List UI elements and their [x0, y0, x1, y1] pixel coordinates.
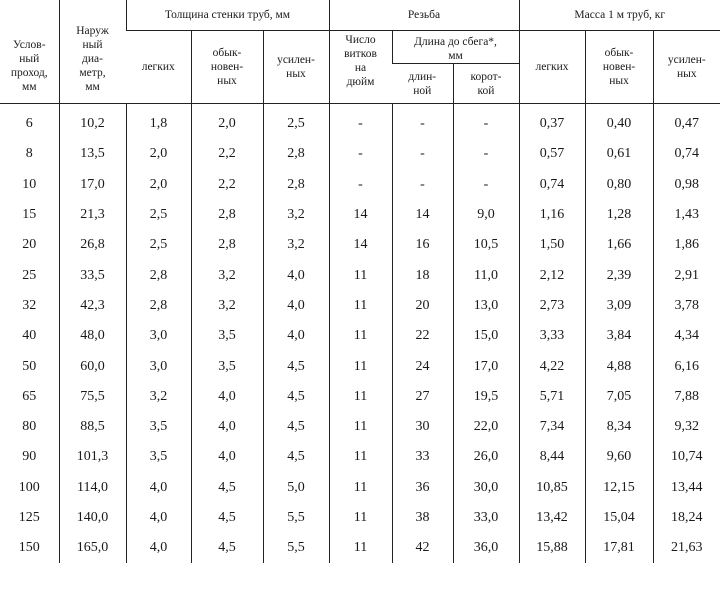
cell-nominal-bore: 50: [22, 358, 37, 374]
cell-thread-turns: -: [329, 104, 392, 140]
cell-wall-ordinary: 4,5: [191, 473, 263, 503]
cell-wall-light: 4,0: [126, 473, 191, 503]
cell-wall-ordinary: 4,0: [191, 442, 263, 472]
cell-mass-light: 4,22: [519, 351, 585, 381]
cell-wall-reinforced: 4,0: [263, 291, 329, 321]
cell-mass-ordinary: 1,66: [585, 230, 653, 260]
cell-wall-ordinary: 3,2: [191, 260, 263, 290]
cell-nominal-bore: 100: [18, 479, 40, 495]
cell-wall-ordinary: 2,2: [191, 170, 263, 200]
cell-wall-reinforced: 4,5: [263, 382, 329, 412]
cell-wall-reinforced: 4,0: [263, 260, 329, 290]
cell-outer-diameter: 75,5: [59, 382, 126, 412]
cell-thread-turns: 11: [329, 503, 392, 533]
cell-mass-light: 13,42: [519, 503, 585, 533]
header-mass-reinforced: усилен- ных: [653, 31, 720, 104]
cell-thread-short: 33,0: [453, 503, 519, 533]
cell-thread-turns: 11: [329, 382, 392, 412]
cell-outer-diameter: 140,0: [59, 503, 126, 533]
cell-thread-short: 17,0: [453, 351, 519, 381]
table-row: [0, 503, 720, 533]
cell-thread-turns: 11: [329, 442, 392, 472]
cell-outer-diameter: 13,5: [59, 139, 126, 169]
cell-outer-diameter: 114,0: [59, 473, 126, 503]
cell-mass-ordinary: 0,80: [585, 170, 653, 200]
cell-thread-short: -: [453, 104, 519, 140]
cell-nominal-bore: 25: [22, 267, 37, 283]
cell-wall-light: 3,2: [126, 382, 191, 412]
cell-thread-short: -: [453, 139, 519, 169]
cell-wall-reinforced: 2,8: [263, 139, 329, 169]
cell-wall-light: 2,0: [126, 170, 191, 200]
cell-mass-ordinary: 1,28: [585, 200, 653, 230]
cell-mass-ordinary: 9,60: [585, 442, 653, 472]
cell-mass-ordinary: 0,40: [585, 104, 653, 140]
cell-wall-reinforced: 3,2: [263, 230, 329, 260]
cell-thread-turns: 11: [329, 260, 392, 290]
cell-wall-light: 3,0: [126, 321, 191, 351]
table-row: [0, 473, 720, 503]
cell-thread-long: 33: [392, 442, 453, 472]
cell-thread-long: -: [392, 104, 453, 140]
cell-mass-reinforced: 18,24: [653, 503, 720, 533]
cell-nominal-bore: 150: [18, 540, 40, 556]
cell-mass-light: 1,16: [519, 200, 585, 230]
cell-thread-long: 24: [392, 351, 453, 381]
header-mass-light: легких: [519, 31, 585, 104]
cell-nominal-bore: 15: [22, 207, 37, 223]
cell-thread-short: 9,0: [453, 200, 519, 230]
cell-mass-ordinary: 7,05: [585, 382, 653, 412]
cell-outer-diameter: 21,3: [59, 200, 126, 230]
cell-wall-reinforced: 3,2: [263, 200, 329, 230]
cell-outer-diameter: 17,0: [59, 170, 126, 200]
cell-mass-light: 2,73: [519, 291, 585, 321]
cell-mass-ordinary: 3,09: [585, 291, 653, 321]
cell-wall-reinforced: 4,5: [263, 351, 329, 381]
cell-outer-diameter: 165,0: [59, 533, 126, 563]
cell-mass-reinforced: 0,98: [653, 170, 720, 200]
table-row: [0, 533, 720, 563]
table-row: [0, 200, 720, 230]
cell-thread-long: -: [392, 170, 453, 200]
cell-thread-turns: 14: [329, 230, 392, 260]
table-header: [0, 0, 720, 104]
cell-mass-light: 7,34: [519, 412, 585, 442]
cell-wall-reinforced: 5,0: [263, 473, 329, 503]
cell-mass-ordinary: 12,15: [585, 473, 653, 503]
cell-nominal-bore: 65: [22, 388, 37, 404]
cell-outer-diameter: 10,2: [59, 104, 126, 140]
cell-mass-ordinary: 8,34: [585, 412, 653, 442]
header-outer-diameter: Наруж ный диа- метр, мм: [59, 0, 126, 104]
cell-mass-reinforced: 1,86: [653, 230, 720, 260]
cell-mass-reinforced: 0,47: [653, 104, 720, 140]
cell-mass-reinforced: 10,74: [653, 442, 720, 472]
cell-mass-reinforced: 6,16: [653, 351, 720, 381]
cell-nominal-bore: 125: [18, 510, 40, 525]
cell-mass-reinforced: 7,88: [653, 382, 720, 412]
cell-nominal-bore: 32: [22, 297, 37, 313]
header-thread-long: длин- ной: [392, 64, 453, 104]
cell-thread-turns: 11: [329, 321, 392, 351]
table-row: [0, 382, 720, 412]
cell-outer-diameter: 26,8: [59, 230, 126, 260]
header-wall-ordinary: обык- новен- ных: [191, 31, 263, 104]
cell-wall-reinforced: 5,5: [263, 503, 329, 533]
cell-mass-light: 15,88: [519, 533, 585, 563]
cell-wall-reinforced: 4,5: [263, 412, 329, 442]
cell-mass-light: 0,74: [519, 170, 585, 200]
cell-thread-long: 42: [392, 533, 453, 563]
cell-wall-ordinary: 2,0: [191, 104, 263, 140]
cell-thread-turns: 11: [329, 412, 392, 442]
cell-wall-ordinary: 2,8: [191, 230, 263, 260]
cell-mass-light: 1,50: [519, 230, 585, 260]
cell-wall-ordinary: 4,5: [191, 503, 263, 533]
table-row: [0, 139, 720, 169]
header-thread-turns: Число витков на дюйм: [329, 31, 392, 104]
cell-wall-light: 4,0: [126, 533, 191, 563]
cell-mass-reinforced: 4,34: [653, 321, 720, 351]
cell-wall-light: 2,8: [126, 291, 191, 321]
cell-outer-diameter: 88,5: [59, 412, 126, 442]
cell-mass-reinforced: 0,74: [653, 139, 720, 169]
cell-mass-reinforced: 3,78: [653, 291, 720, 321]
cell-outer-diameter: 48,0: [59, 321, 126, 351]
cell-outer-diameter: 101,3: [59, 442, 126, 472]
table-row: [0, 230, 720, 260]
cell-thread-short: 30,0: [453, 473, 519, 503]
cell-thread-long: 36: [392, 473, 453, 503]
cell-nominal-bore: 20: [22, 237, 37, 253]
cell-mass-reinforced: 1,43: [653, 200, 720, 230]
cell-thread-long: 22: [392, 321, 453, 351]
cell-thread-short: 19,5: [453, 382, 519, 412]
cell-wall-light: 4,0: [126, 503, 191, 533]
cell-mass-ordinary: 0,61: [585, 139, 653, 169]
cell-outer-diameter: 33,5: [59, 260, 126, 290]
cell-thread-turns: -: [329, 170, 392, 200]
cell-wall-ordinary: 4,0: [191, 412, 263, 442]
cell-wall-light: 2,5: [126, 200, 191, 230]
cell-thread-long: 14: [392, 200, 453, 230]
header-wall-reinforced: усилен- ных: [263, 31, 329, 104]
cell-mass-ordinary: 15,04: [585, 503, 653, 533]
header-thread-short: корот- кой: [453, 64, 519, 104]
cell-outer-diameter: 60,0: [59, 351, 126, 381]
header-mass: Масса 1 м труб, кг: [519, 0, 720, 31]
cell-wall-reinforced: 2,8: [263, 170, 329, 200]
cell-wall-light: 3,5: [126, 412, 191, 442]
table-row: [0, 412, 720, 442]
cell-mass-reinforced: 2,91: [653, 260, 720, 290]
header-thread-length: Длина до сбега*, мм: [392, 31, 519, 64]
cell-mass-ordinary: 3,84: [585, 321, 653, 351]
cell-mass-light: 0,37: [519, 104, 585, 140]
cell-wall-light: 1,8: [126, 104, 191, 140]
cell-wall-reinforced: 4,5: [263, 442, 329, 472]
header-wall-thickness: Толщина стенки труб, мм: [126, 0, 329, 31]
cell-nominal-bore: 6: [25, 116, 33, 132]
cell-nominal-bore: 8: [25, 146, 33, 162]
cell-thread-long: 30: [392, 412, 453, 442]
cell-thread-short: 22,0: [453, 412, 519, 442]
table-body: [0, 104, 720, 564]
header-nominal-bore: Услов- ный проход, мм: [10, 39, 48, 93]
cell-thread-long: 38: [392, 503, 453, 533]
cell-mass-light: 3,33: [519, 321, 585, 351]
cell-wall-ordinary: 4,0: [191, 382, 263, 412]
cell-outer-diameter: 42,3: [59, 291, 126, 321]
cell-mass-light: 10,85: [519, 473, 585, 503]
cell-thread-short: -: [453, 170, 519, 200]
header-thread: Резьба: [329, 0, 519, 31]
table-row: [0, 170, 720, 200]
cell-mass-light: 2,12: [519, 260, 585, 290]
cell-nominal-bore: 80: [22, 419, 37, 435]
cell-nominal-bore: 10: [22, 176, 37, 192]
cell-thread-short: 13,0: [453, 291, 519, 321]
cell-thread-turns: 14: [329, 200, 392, 230]
cell-thread-turns: 11: [329, 291, 392, 321]
cell-thread-long: 27: [392, 382, 453, 412]
cell-thread-short: 11,0: [453, 260, 519, 290]
cell-thread-short: 26,0: [453, 442, 519, 472]
table-row: [0, 442, 720, 472]
cell-wall-ordinary: 3,2: [191, 291, 263, 321]
cell-thread-short: 10,5: [453, 230, 519, 260]
cell-wall-light: 2,5: [126, 230, 191, 260]
table-row: [0, 321, 720, 351]
cell-mass-reinforced: 13,44: [653, 473, 720, 503]
cell-wall-ordinary: 3,5: [191, 351, 263, 381]
cell-mass-reinforced: 21,63: [653, 533, 720, 563]
cell-mass-ordinary: 2,39: [585, 260, 653, 290]
cell-mass-reinforced: 9,32: [653, 412, 720, 442]
cell-thread-long: 16: [392, 230, 453, 260]
cell-wall-light: 2,8: [126, 260, 191, 290]
cell-wall-ordinary: 2,2: [191, 139, 263, 169]
header-mass-ordinary: обык- новен- ных: [585, 31, 653, 104]
cell-wall-reinforced: 5,5: [263, 533, 329, 563]
cell-wall-light: 3,0: [126, 351, 191, 381]
cell-mass-light: 5,71: [519, 382, 585, 412]
cell-mass-light: 8,44: [519, 442, 585, 472]
cell-thread-short: 36,0: [453, 533, 519, 563]
cell-thread-turns: 11: [329, 533, 392, 563]
cell-nominal-bore: 90: [22, 449, 37, 465]
cell-wall-light: 2,0: [126, 139, 191, 169]
cell-thread-long: -: [392, 139, 453, 169]
header-wall-light: легких: [126, 31, 191, 104]
cell-wall-reinforced: 4,0: [263, 321, 329, 351]
cell-thread-turns: 11: [329, 473, 392, 503]
cell-wall-ordinary: 4,5: [191, 533, 263, 563]
table-row: [0, 291, 720, 321]
cell-wall-light: 3,5: [126, 442, 191, 472]
cell-wall-reinforced: 2,5: [263, 104, 329, 140]
table-row: [0, 351, 720, 381]
cell-wall-ordinary: 2,8: [191, 200, 263, 230]
cell-thread-long: 18: [392, 260, 453, 290]
cell-nominal-bore: 40: [22, 328, 37, 344]
cell-thread-turns: -: [329, 139, 392, 169]
table-row: [0, 260, 720, 290]
cell-mass-light: 0,57: [519, 139, 585, 169]
cell-thread-long: 20: [392, 291, 453, 321]
cell-wall-ordinary: 3,5: [191, 321, 263, 351]
cell-thread-short: 15,0: [453, 321, 519, 351]
cell-mass-ordinary: 17,81: [585, 533, 653, 563]
cell-thread-turns: 11: [329, 351, 392, 381]
table-row: [0, 104, 720, 140]
cell-mass-ordinary: 4,88: [585, 351, 653, 381]
